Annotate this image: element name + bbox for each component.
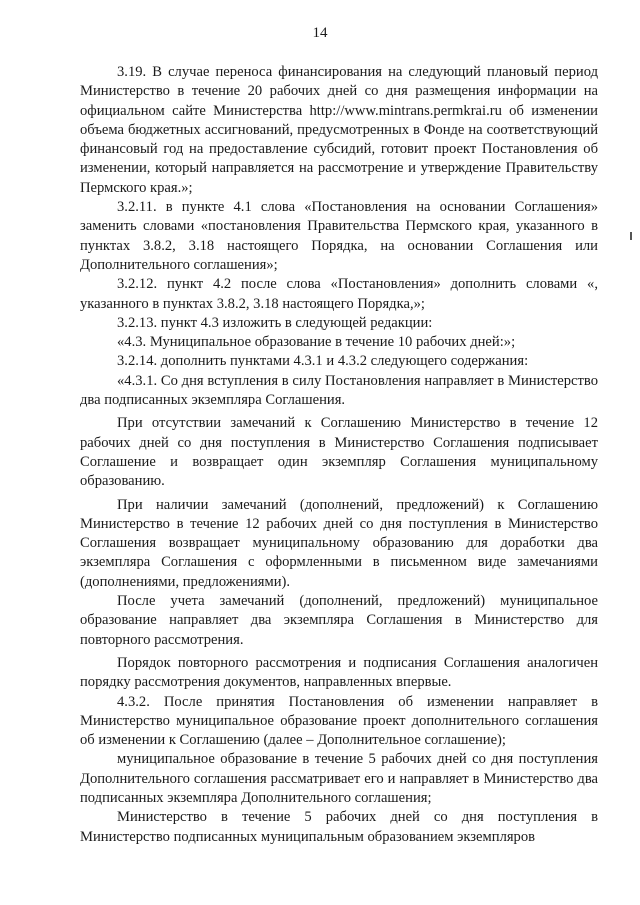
paragraph-no-remarks: При отсутствии замечаний к Соглашению Министерство в течение 12 рабочих дней со дня поступления в Министерство Соглашения подписывает Соглашение и возвращает один экземпляр Соглашения муниципальному образованию.: [80, 415, 598, 490]
paragraph-3-2-11: 3.2.11. в пункте 4.1 слова «Постановления на основании Соглашения» заменить словами «постановления Правительства Пермского края, указанного в пунктах 3.8.2, 3.18 настоящего Порядка, на основании Соглашения или Дополнительного соглашения»;: [80, 199, 598, 273]
scan-edge-mark: [630, 232, 632, 240]
paragraph-with-remarks: При наличии замечаний (дополнений, предложений) к Соглашению Министерство в течение 12 рабочих дней со дня поступления в Министерство Соглашения возвращает муниципальному образованию для доработки два экземпляра Соглашения с оформленными в письменном виде замечаниями (дополнениями, предложениями).: [80, 496, 598, 590]
paragraph-after-remarks: После учета замечаний (дополнений, предложений) муниципальное образование направляет два экземпляра Соглашения в Министерство для повторного рассмотрения.: [80, 593, 598, 648]
paragraph-3-19: 3.19. В случае переноса финансирования на следующий плановый период Министерство в течение 20 рабочих дней со дня размещения информации на официальном сайте Министерства http://www.mintrans.permkrai.ru об изменении объема бюджетных ассигнований, предусмотренных в Фонде на соответствующий финансовый год на предоставление субсидий, готовит проект Постановления об изменении, который направляется на рассмотрение и утверждение Правительству Пермского края.»;: [80, 64, 598, 196]
paragraph-3-2-13: 3.2.13. пункт 4.3 изложить в следующей редакции:: [117, 314, 433, 331]
document-body: [80, 63, 598, 847]
paragraph-4-3: «4.3. Муниципальное образование в течение 10 рабочих дней:»;: [117, 334, 516, 351]
paragraph-ministry-receipt: Министерство в течение 5 рабочих дней со дня поступления в Министерство подписанных муниципальным образованием экземпляров: [80, 809, 598, 845]
paragraph-municipal-review: муниципальное образование в течение 5 рабочих дней со дня поступления Дополнительного соглашения рассматривает его и направляет в Министерство два подписанных экземпляра Дополнительного соглашения;: [80, 751, 598, 806]
paragraph-4-3-1: «4.3.1. Со дня вступления в силу Постановления направляет в Министерство два подписанных экземпляра Соглашения.: [80, 372, 598, 409]
paragraph-4-3-2: 4.3.2. После принятия Постановления об изменении направляет в Министерство муниципальное образование проект дополнительного соглашения об изменении к Соглашению (далее – Дополнительное соглашение);: [80, 693, 598, 749]
paragraph-3-2-14: 3.2.14. дополнить пунктами 4.3.1 и 4.3.2 следующего содержания:: [117, 353, 529, 370]
page-number: 14: [312, 25, 328, 41]
paragraph-repeat-procedure: Порядок повторного рассмотрения и подписания Соглашения аналогичен порядку рассмотрения документов, направленных впервые.: [80, 654, 598, 691]
paragraph-3-2-12: 3.2.12. пункт 4.2 после слова «Постановления» дополнить словами «, указанного в пунктах 3.8.2, 3.18 настоящего Порядка,»;: [80, 276, 598, 312]
